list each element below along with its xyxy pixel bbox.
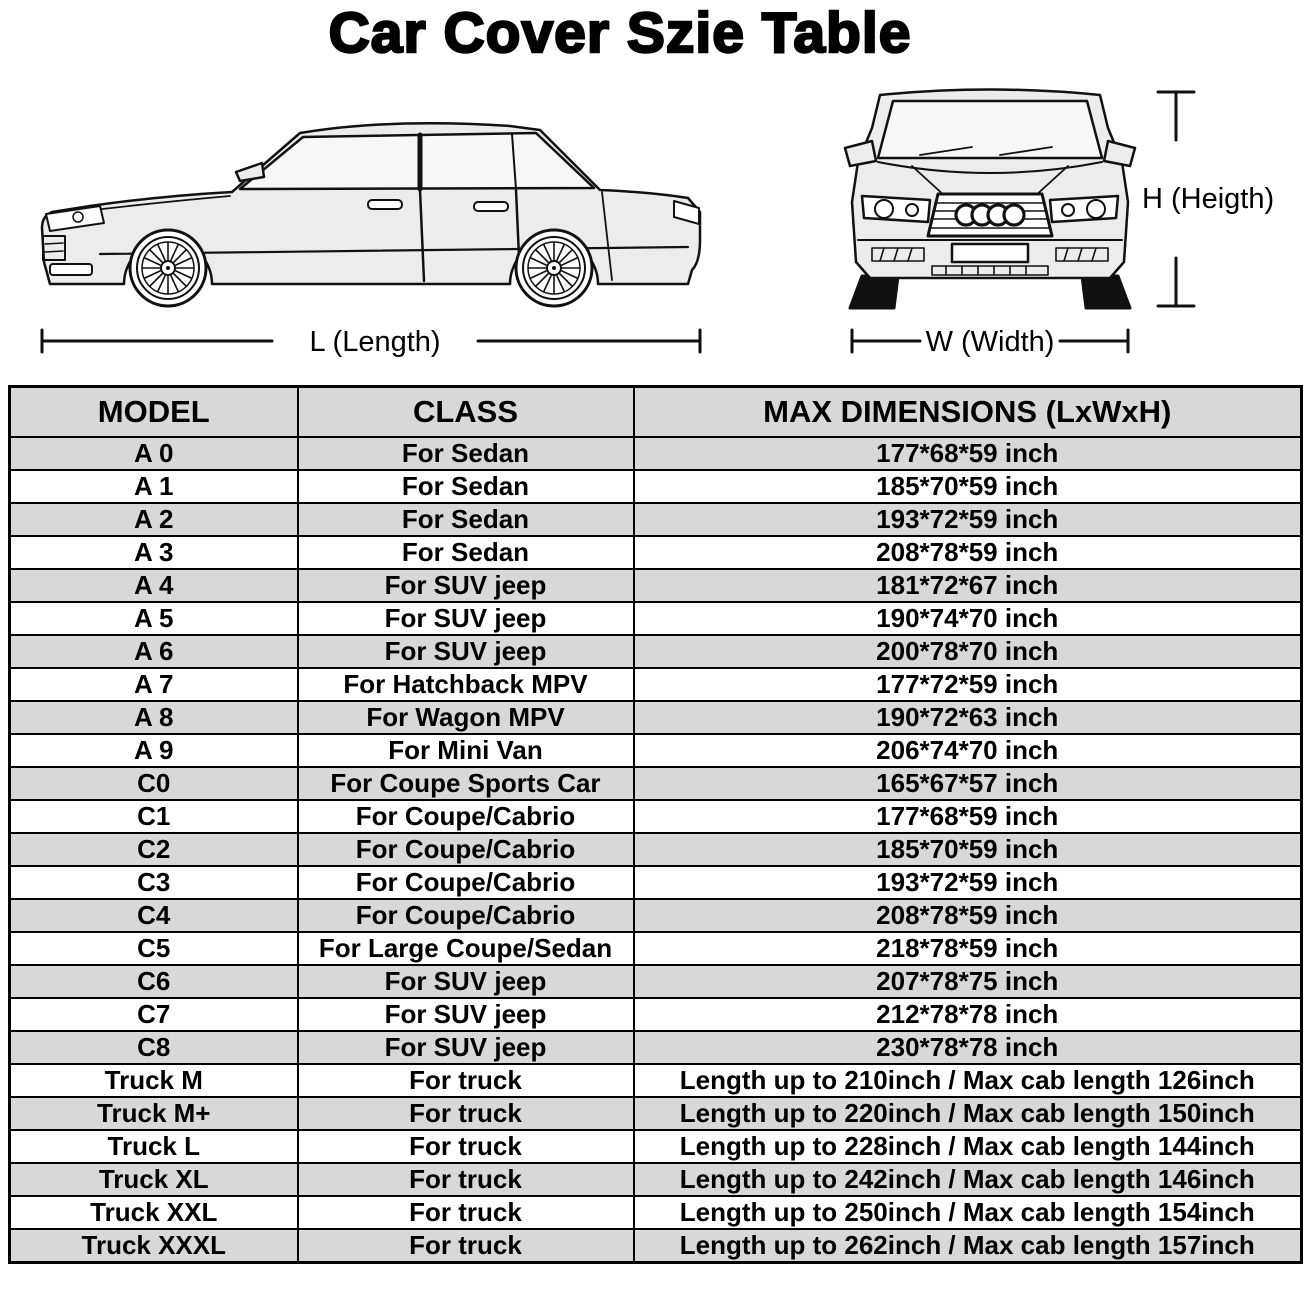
table-cell: 177*72*59 inch <box>634 668 1302 701</box>
table-row <box>10 1196 1302 1229</box>
table-cell: For truck <box>298 1130 634 1163</box>
table-cell: Truck XL <box>10 1163 298 1196</box>
table-cell: 200*78*70 inch <box>634 635 1302 668</box>
car-front-view-icon <box>845 90 1135 309</box>
table-cell: For SUV jeep <box>298 569 634 602</box>
table-row <box>10 536 1302 569</box>
table-cell: C3 <box>10 866 298 899</box>
table-row <box>10 569 1302 602</box>
header-cell-model: MODEL <box>10 387 298 438</box>
table-cell: 185*70*59 inch <box>634 470 1302 503</box>
table-cell: 190*74*70 inch <box>634 602 1302 635</box>
table-row <box>10 1031 1302 1064</box>
table-cell: Length up to 228inch / Max cab length 144inch <box>634 1130 1302 1163</box>
table-cell: For truck <box>298 1229 634 1263</box>
table-row <box>10 932 1302 965</box>
table-row <box>10 767 1302 800</box>
table-cell: Length up to 242inch / Max cab length 146inch <box>634 1163 1302 1196</box>
table-cell: 177*68*59 inch <box>634 800 1302 833</box>
table-cell: 193*72*59 inch <box>634 503 1302 536</box>
table-cell: 208*78*59 inch <box>634 536 1302 569</box>
header-cell-dimensions: MAX DIMENSIONS (LxWxH) <box>634 387 1302 438</box>
table-cell: 206*74*70 inch <box>634 734 1302 767</box>
table-cell: For Sedan <box>298 437 634 470</box>
table-cell: For truck <box>298 1064 634 1097</box>
table-row <box>10 503 1302 536</box>
table-row <box>10 899 1302 932</box>
table-cell: For Sedan <box>298 536 634 569</box>
table-cell: For Coupe/Cabrio <box>298 866 634 899</box>
table-cell: Truck XXXL <box>10 1229 298 1263</box>
table-row <box>10 800 1302 833</box>
table-cell: For Coupe/Cabrio <box>298 899 634 932</box>
table-row <box>10 866 1302 899</box>
size-table-body <box>10 437 1302 1263</box>
table-row <box>10 635 1302 668</box>
table-cell: Length up to 250inch / Max cab length 154inch <box>634 1196 1302 1229</box>
table-cell: Truck M+ <box>10 1097 298 1130</box>
table-cell: For Sedan <box>298 470 634 503</box>
size-table <box>8 385 1303 1264</box>
table-cell: A 7 <box>10 668 298 701</box>
table-cell: A 2 <box>10 503 298 536</box>
table-row <box>10 701 1302 734</box>
sedan-side-view-icon <box>42 123 700 306</box>
table-cell: 218*78*59 inch <box>634 932 1302 965</box>
table-row <box>10 1064 1302 1097</box>
table-cell: C6 <box>10 965 298 998</box>
table-cell: For truck <box>298 1163 634 1196</box>
table-cell: 165*67*57 inch <box>634 767 1302 800</box>
table-cell: Length up to 220inch / Max cab length 150inch <box>634 1097 1302 1130</box>
table-cell: A 1 <box>10 470 298 503</box>
table-cell: C4 <box>10 899 298 932</box>
table-cell: For truck <box>298 1196 634 1229</box>
table-cell: 190*72*63 inch <box>634 701 1302 734</box>
table-cell: 177*68*59 inch <box>634 437 1302 470</box>
table-cell: For Mini Van <box>298 734 634 767</box>
page-title: Car Cover Szie Table <box>328 1 912 65</box>
table-cell: C8 <box>10 1031 298 1064</box>
table-row <box>10 1229 1302 1263</box>
table-cell: For SUV jeep <box>298 965 634 998</box>
table-cell: C0 <box>10 767 298 800</box>
table-cell: For Coupe Sports Car <box>298 767 634 800</box>
table-cell: A 4 <box>10 569 298 602</box>
table-cell: For SUV jeep <box>298 602 634 635</box>
table-cell: A 5 <box>10 602 298 635</box>
length-dimension-label: L (Length) <box>309 326 441 358</box>
table-cell: 212*78*78 inch <box>634 998 1302 1031</box>
table-row <box>10 833 1302 866</box>
table-cell: For SUV jeep <box>298 998 634 1031</box>
table-cell: 193*72*59 inch <box>634 866 1302 899</box>
table-row <box>10 602 1302 635</box>
table-cell: 181*72*67 inch <box>634 569 1302 602</box>
table-row <box>10 470 1302 503</box>
table-cell: C1 <box>10 800 298 833</box>
header-cell-class: CLASS <box>298 387 634 438</box>
table-cell: 207*78*75 inch <box>634 965 1302 998</box>
table-cell: A 8 <box>10 701 298 734</box>
table-cell: C7 <box>10 998 298 1031</box>
table-cell: A 9 <box>10 734 298 767</box>
table-row <box>10 1097 1302 1130</box>
table-cell: A 6 <box>10 635 298 668</box>
table-cell: C2 <box>10 833 298 866</box>
table-row <box>10 1130 1302 1163</box>
table-cell: 185*70*59 inch <box>634 833 1302 866</box>
table-row <box>10 668 1302 701</box>
table-cell: For Hatchback MPV <box>298 668 634 701</box>
table-row <box>10 998 1302 1031</box>
table-cell: Truck L <box>10 1130 298 1163</box>
table-cell: 230*78*78 inch <box>634 1031 1302 1064</box>
table-row <box>10 965 1302 998</box>
table-row <box>10 437 1302 470</box>
table-cell: For truck <box>298 1097 634 1130</box>
table-cell: For Large Coupe/Sedan <box>298 932 634 965</box>
table-cell: For SUV jeep <box>298 1031 634 1064</box>
height-dimension-label: H (Heigth) <box>1142 183 1275 215</box>
table-cell: Truck M <box>10 1064 298 1097</box>
table-cell: Length up to 262inch / Max cab length 157inch <box>634 1229 1302 1263</box>
table-cell: C5 <box>10 932 298 965</box>
table-row <box>10 734 1302 767</box>
table-cell: 208*78*59 inch <box>634 899 1302 932</box>
table-header-row <box>10 387 1302 438</box>
table-cell: Length up to 210inch / Max cab length 126inch <box>634 1064 1302 1097</box>
table-cell: For SUV jeep <box>298 635 634 668</box>
table-cell: A 3 <box>10 536 298 569</box>
size-diagram <box>0 70 1311 385</box>
width-dimension-label: W (Width) <box>925 326 1055 358</box>
table-row <box>10 1163 1302 1196</box>
table-cell: A 0 <box>10 437 298 470</box>
table-cell: For Coupe/Cabrio <box>298 800 634 833</box>
table-cell: Truck XXL <box>10 1196 298 1229</box>
table-cell: For Coupe/Cabrio <box>298 833 634 866</box>
table-cell: For Wagon MPV <box>298 701 634 734</box>
table-cell: For Sedan <box>298 503 634 536</box>
